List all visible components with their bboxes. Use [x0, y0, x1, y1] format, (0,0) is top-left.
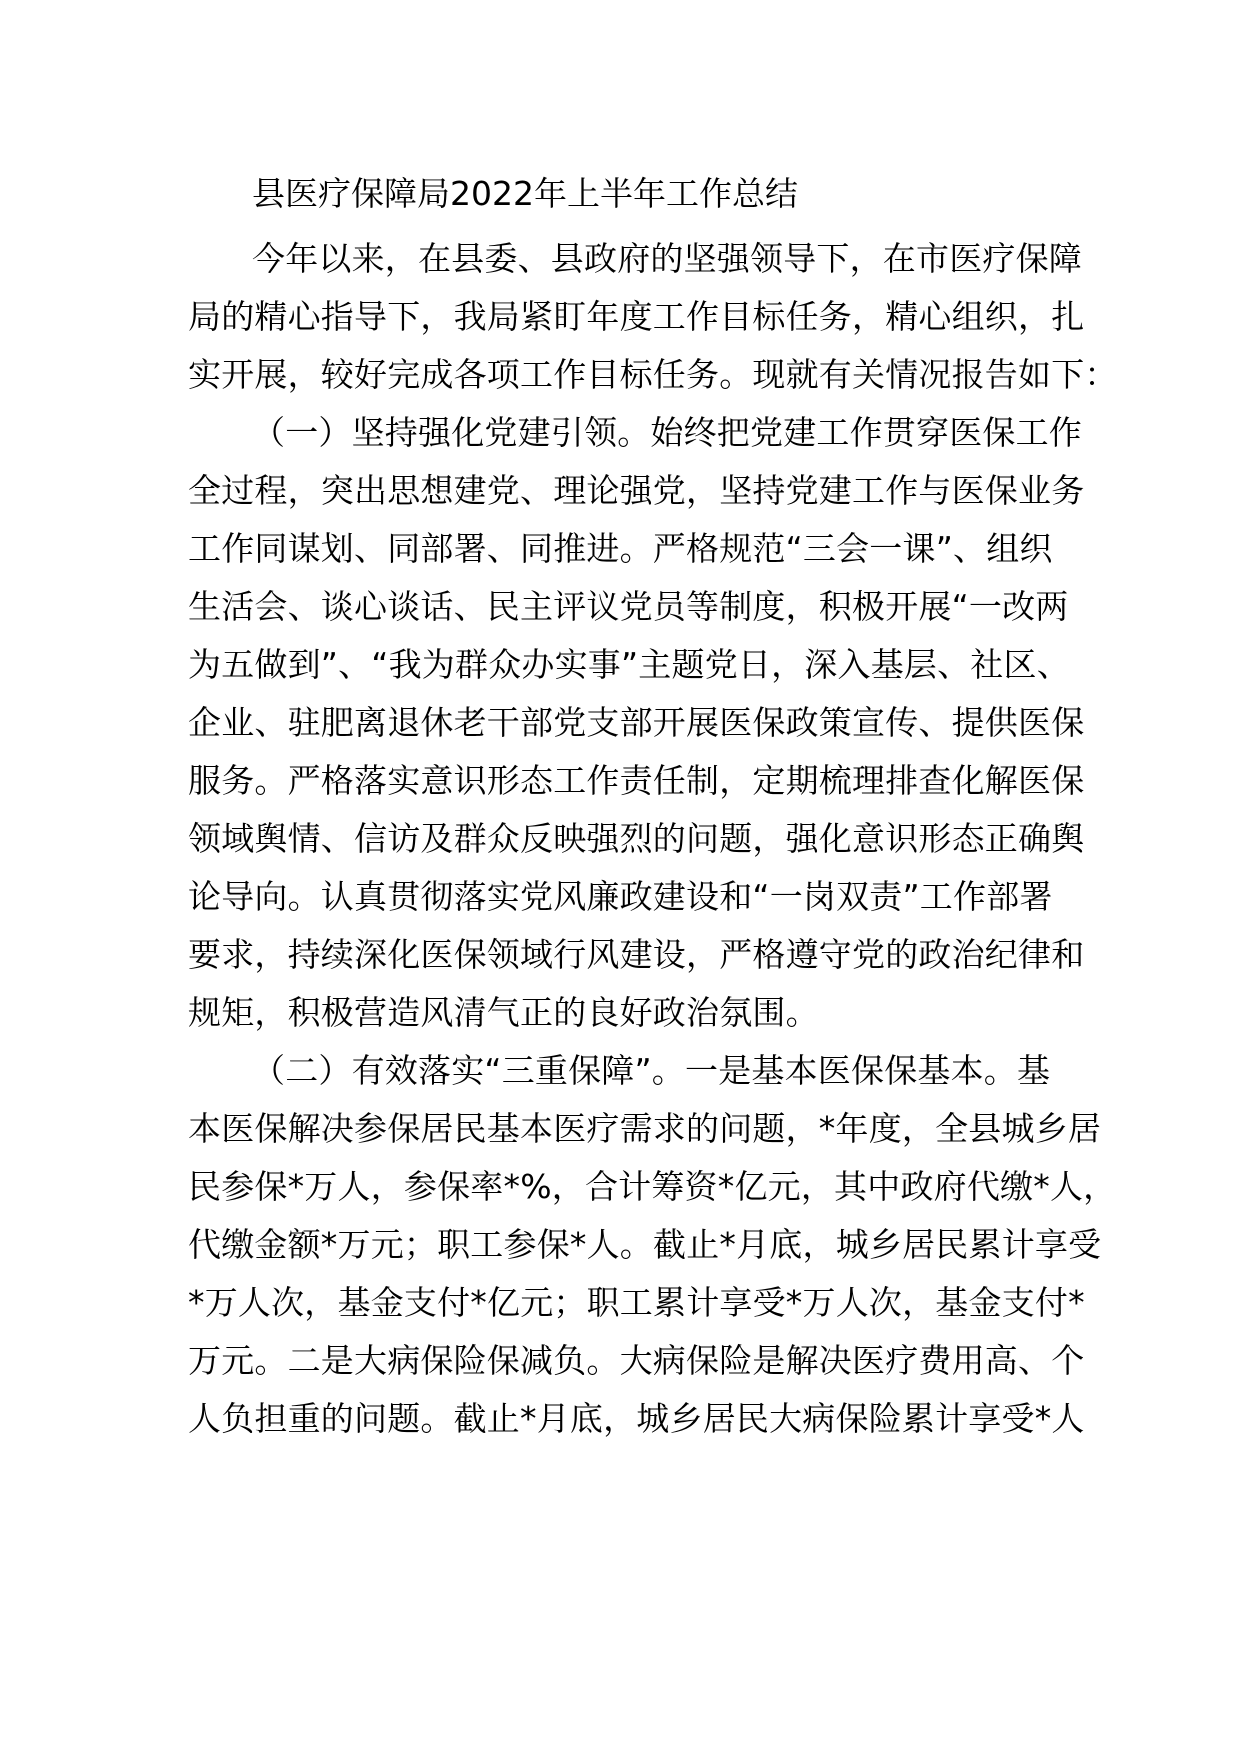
paragraph-line: 论导向。认真贯彻落实党风廉政建设和“一岗双责”工作部署	[188, 877, 1053, 916]
paragraph-line: 代缴金额*万元；职工参保*人。截止*月底，城乡居民累计享受	[188, 1225, 1102, 1264]
paragraph-line: 万元。二是大病保险保减负。大病保险是解决医疗费用高、个	[188, 1341, 1085, 1380]
paragraph-line: 要求，持续深化医保领域行风建设，严格遵守党的政治纪律和	[188, 935, 1085, 974]
paragraph-line: 生活会、谈心谈话、民主评议党员等制度，积极开展“一改两	[188, 587, 1069, 626]
document-title: 县医疗保障局2022年上半年工作总结	[252, 174, 798, 213]
paragraph-line: （一）坚持强化党建引领。始终把党建工作贯穿医保工作	[252, 413, 1082, 452]
paragraph-line: 民参保*万人，参保率*%，合计筹资*亿元，其中政府代缴*人，	[188, 1167, 1117, 1206]
paragraph-line: 规矩，积极营造风清气正的良好政治氛围。	[188, 993, 819, 1032]
paragraph-line: 局的精心指导下，我局紧盯年度工作目标任务，精心组织，扎	[188, 297, 1085, 336]
paragraph-line: 工作同谋划、同部署、同推进。严格规范“三会一课”、组织	[188, 529, 1053, 568]
paragraph-line: （二）有效落实“三重保障”。一是基本医保保基本。基	[252, 1051, 1051, 1090]
paragraph-line: 服务。严格落实意识形态工作责任制，定期梳理排查化解医保	[188, 761, 1085, 800]
paragraph-line: 实开展，较好完成各项工作目标任务。现就有关情况报告如下：	[188, 355, 1118, 394]
paragraph-line: 人负担重的问题。截止*月底，城乡居民大病保险累计享受*人	[188, 1399, 1085, 1438]
paragraph-line: 为五做到”、“我为群众办实事”主题党日，深入基层、社区、	[188, 645, 1070, 684]
paragraph-line: 领域舆情、信访及群众反映强烈的问题，强化意识形态正确舆	[188, 819, 1085, 858]
paragraph-line: 全过程，突出思想建党、理论强党，坚持党建工作与医保业务	[188, 471, 1085, 510]
paragraph-line: 今年以来，在县委、县政府的坚强领导下，在市医疗保障	[252, 239, 1082, 278]
paragraph-line: 本医保解决参保居民基本医疗需求的问题，*年度，全县城乡居	[188, 1109, 1102, 1148]
paragraph-line: 企业、驻肥离退休老干部党支部开展医保政策宣传、提供医保	[188, 703, 1085, 742]
paragraph-line: *万人次，基金支付*亿元；职工累计享受*万人次，基金支付*	[188, 1283, 1085, 1322]
